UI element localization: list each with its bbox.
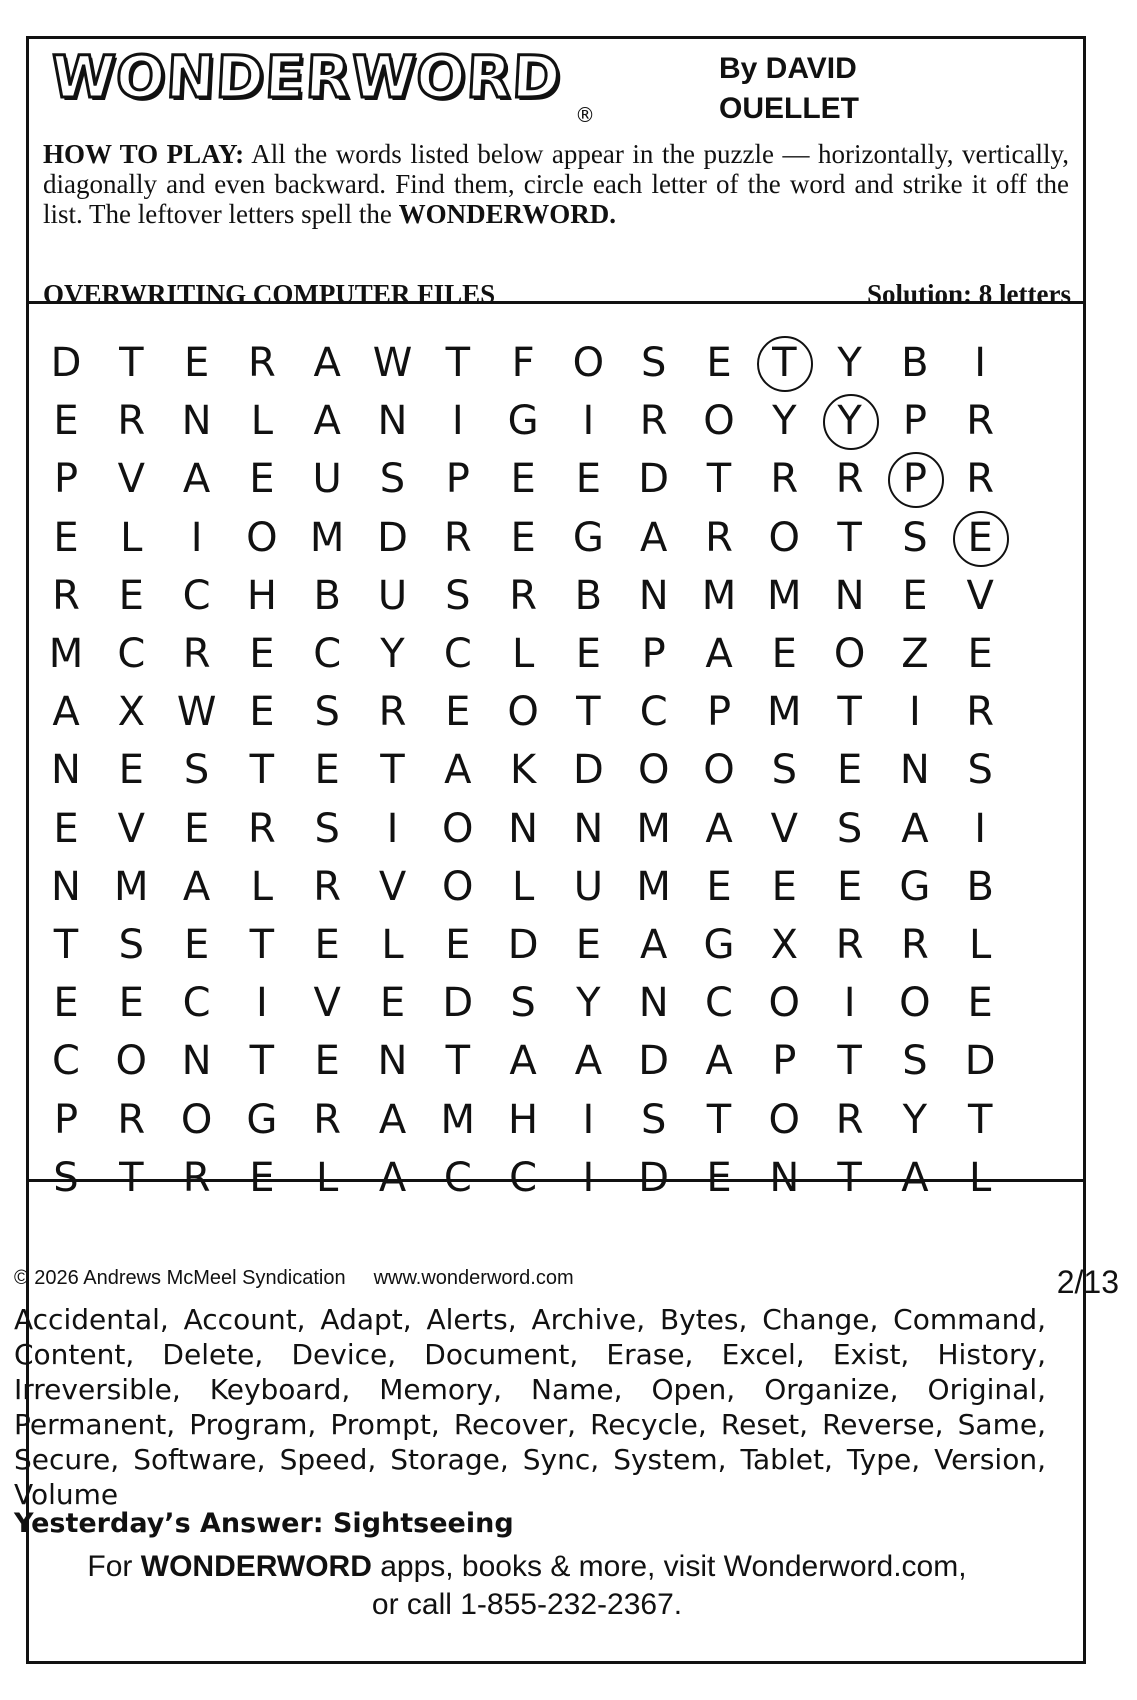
grid-cell[interactable]: S: [640, 340, 667, 386]
grid-cell[interactable]: C: [443, 631, 472, 677]
grid-cell[interactable]: E: [249, 631, 275, 677]
grid-cell[interactable]: E: [249, 1154, 275, 1201]
grid-cell[interactable]: I: [843, 980, 856, 1027]
grid-cell[interactable]: S: [967, 747, 993, 794]
grid-cell[interactable]: M: [701, 572, 737, 619]
grid-cell[interactable]: F: [511, 340, 535, 386]
grid-cell[interactable]: S: [445, 572, 471, 619]
grid-cell[interactable]: W: [372, 340, 413, 386]
grid-cell[interactable]: V: [378, 863, 407, 910]
grid-cell[interactable]: R: [443, 514, 472, 561]
grid-cell[interactable]: S: [902, 1038, 928, 1085]
grid-cell[interactable]: D: [50, 340, 82, 386]
copyright: © 2026 Andrews McMeel Syndication: [14, 1267, 346, 1289]
grid-cell[interactable]: A: [182, 456, 211, 503]
grid-cell[interactable]: P: [53, 456, 79, 503]
grid-cell[interactable]: O: [180, 1096, 213, 1143]
grid-cell[interactable]: T: [249, 1038, 275, 1085]
grid-cell[interactable]: L: [250, 398, 274, 445]
grid-cell[interactable]: E: [118, 747, 144, 794]
copyright-line: [14, 1267, 574, 1290]
grid-cell[interactable]: E: [947, 510, 1013, 566]
grid-cell[interactable]: Z: [901, 631, 929, 677]
grid-cell[interactable]: O: [572, 340, 605, 386]
grid-cell[interactable]: S: [379, 456, 406, 503]
how-to-play: [43, 139, 1069, 229]
promo-line-1-rest: apps, books & more, visit Wonderword.com,: [380, 1550, 967, 1583]
grid-cell[interactable]: T: [119, 340, 144, 386]
grid-cell[interactable]: L: [969, 922, 992, 968]
grid-cell[interactable]: E: [510, 456, 536, 503]
grid-cell[interactable]: S: [183, 747, 210, 794]
footer-divider: [29, 1179, 1083, 1182]
grid-cell[interactable]: C: [705, 980, 733, 1027]
grid-cell[interactable]: R: [705, 514, 733, 561]
grid-cell[interactable]: I: [386, 805, 399, 852]
grid-cell[interactable]: A: [378, 1096, 407, 1143]
grid-cell[interactable]: L: [969, 1154, 992, 1201]
grid-cell[interactable]: E: [53, 980, 79, 1027]
grid-cell[interactable]: S: [314, 805, 340, 852]
grid-cell[interactable]: S: [314, 689, 340, 736]
grid-cell[interactable]: B: [901, 340, 929, 386]
grid-cell[interactable]: N: [899, 747, 930, 794]
grid-cell[interactable]: O: [703, 398, 735, 445]
grid-cell[interactable]: P: [641, 631, 666, 677]
grid-cell[interactable]: I: [582, 398, 595, 445]
grid-cell[interactable]: I: [582, 1154, 595, 1201]
grid-cell[interactable]: R: [835, 1096, 864, 1143]
grid-cell[interactable]: C: [117, 631, 146, 677]
grid-cell[interactable]: R: [117, 398, 146, 445]
grid-cell[interactable]: P: [882, 451, 948, 507]
grid-cell[interactable]: T: [445, 340, 471, 386]
grid-cell[interactable]: A: [705, 805, 733, 852]
grid-cell[interactable]: A: [640, 922, 668, 968]
grid-cell[interactable]: Y: [902, 1096, 928, 1143]
grid-cell[interactable]: E: [314, 1038, 340, 1085]
grid-cell[interactable]: C: [52, 1038, 80, 1085]
grid-cell[interactable]: D: [442, 980, 474, 1027]
grid-cell[interactable]: A: [640, 514, 668, 561]
byline: [719, 49, 859, 129]
grid-cell[interactable]: G: [899, 863, 931, 910]
grid-cell[interactable]: N: [181, 398, 212, 445]
grid-cell[interactable]: E: [249, 689, 275, 736]
grid-cell[interactable]: R: [835, 922, 864, 968]
grid-cell[interactable]: P: [53, 1096, 79, 1143]
grid-cell[interactable]: T: [967, 1096, 993, 1143]
grid-cell[interactable]: T: [249, 922, 275, 968]
grid-cell[interactable]: E: [53, 398, 79, 445]
grid-cell[interactable]: E: [118, 980, 144, 1027]
grid-cell[interactable]: E: [314, 747, 340, 794]
grid-cell[interactable]: N: [834, 572, 865, 619]
grid-cell[interactable]: G: [246, 1096, 278, 1143]
grid-cell[interactable]: N: [51, 863, 81, 910]
grid-cell[interactable]: V: [966, 572, 994, 619]
grid-cell[interactable]: E: [706, 1154, 732, 1201]
wonderword-logo: WONDERWORD: [49, 43, 564, 111]
puzzle-date: 2/13: [1056, 1264, 1119, 1300]
grid-cell[interactable]: T: [837, 1038, 862, 1085]
grid-cell[interactable]: E: [967, 631, 993, 677]
promo-line-1: [0, 1548, 1054, 1586]
grid-cell[interactable]: D: [507, 922, 539, 968]
grid-cell[interactable]: V: [117, 805, 145, 852]
byline-line-1: By DAVID: [719, 52, 857, 85]
grid-cell[interactable]: B: [966, 863, 994, 910]
grid-cell[interactable]: N: [508, 805, 539, 852]
grid-cell[interactable]: R: [378, 689, 407, 736]
website-url[interactable]: www.wonderword.com: [373, 1267, 574, 1289]
grid-cell[interactable]: A: [378, 1154, 407, 1201]
grid-cell[interactable]: Y: [837, 340, 862, 386]
grid-cell[interactable]: R: [835, 456, 864, 503]
grid-cell[interactable]: M: [636, 863, 671, 910]
grid-cell[interactable]: T: [706, 456, 732, 503]
grid-cell[interactable]: O: [768, 514, 801, 561]
grid-cell[interactable]: T: [837, 1154, 862, 1201]
how-to-play-text: All the words listed below appear in the puzzle — horizontally, vertically, diagonally and even backward. Find them, circle each letter of the word and strike it off the list. The leftover letters spell the: [43, 139, 1069, 229]
puzzle-header: [29, 39, 1083, 329]
grid-cell[interactable]: R: [247, 340, 276, 386]
promo: [0, 1548, 1054, 1624]
grid-cell[interactable]: L: [316, 1154, 339, 1201]
grid-cell[interactable]: E: [379, 980, 406, 1027]
grid-cell[interactable]: A: [313, 398, 341, 445]
grid-cell[interactable]: O: [442, 805, 474, 852]
grid-cell[interactable]: O: [442, 863, 474, 910]
grid-cell[interactable]: E: [314, 922, 340, 968]
grid-cell[interactable]: O: [703, 747, 735, 794]
grid-cell[interactable]: O: [768, 980, 801, 1027]
grid-cell[interactable]: T: [380, 747, 405, 794]
grid-cell[interactable]: O: [637, 747, 670, 794]
grid-cell[interactable]: T: [751, 335, 817, 391]
grid-cell[interactable]: V: [313, 980, 341, 1027]
grid-cell[interactable]: Y: [380, 631, 405, 677]
grid-cell[interactable]: S: [118, 922, 144, 968]
grid-cell[interactable]: O: [899, 980, 931, 1027]
grid-cell[interactable]: R: [247, 805, 276, 852]
grid-cell[interactable]: O: [768, 1096, 801, 1143]
grid-cell[interactable]: S: [640, 1096, 667, 1143]
grid-cell[interactable]: A: [182, 863, 211, 910]
grid-cell[interactable]: E: [183, 922, 210, 968]
grid-cell[interactable]: E: [771, 631, 797, 677]
grid-cell[interactable]: E: [836, 747, 863, 794]
grid-cell[interactable]: L: [511, 863, 535, 910]
grid-cell[interactable]: X: [770, 922, 798, 968]
grid-cell[interactable]: P: [902, 398, 927, 445]
grid-cell[interactable]: P: [706, 689, 732, 736]
grid-cell[interactable]: M: [48, 631, 84, 677]
grid-cell[interactable]: A: [574, 1038, 603, 1085]
grid-cell[interactable]: A: [705, 631, 733, 677]
grid-cell[interactable]: R: [509, 572, 537, 619]
grid-cell[interactable]: O: [115, 1038, 148, 1085]
grid-cell[interactable]: A: [705, 1038, 733, 1085]
grid-cell[interactable]: A: [444, 747, 472, 794]
grid-cell[interactable]: R: [966, 398, 995, 445]
grid-cell[interactable]: O: [246, 514, 278, 561]
grid-cell[interactable]: L: [120, 514, 143, 561]
header-divider: [29, 301, 1083, 304]
grid-cell[interactable]: E: [53, 514, 79, 561]
grid-cell[interactable]: Y: [576, 980, 601, 1027]
grid-cell[interactable]: E: [183, 340, 210, 386]
grid-cell[interactable]: T: [837, 689, 862, 736]
grid-cell[interactable]: I: [451, 398, 464, 445]
grid-cell[interactable]: A: [52, 689, 80, 736]
grid-cell[interactable]: S: [510, 980, 536, 1027]
grid-cell[interactable]: E: [575, 631, 602, 677]
grid-cell[interactable]: E: [706, 863, 732, 910]
grid-cell[interactable]: S: [53, 1154, 79, 1201]
promo-line-2: or call 1-855-232-2367.: [371, 1588, 683, 1621]
grid-cell[interactable]: E: [575, 456, 602, 503]
grid-cell[interactable]: V: [117, 456, 145, 503]
grid-cell[interactable]: G: [703, 922, 735, 968]
grid-cell[interactable]: T: [249, 747, 275, 794]
grid-cell[interactable]: G: [507, 398, 539, 445]
letter-grid[interactable]: [39, 339, 1073, 1259]
solution-length: Solution: 8 letters: [867, 279, 1071, 309]
grid-cell[interactable]: T: [119, 1154, 144, 1201]
grid-cell[interactable]: T: [576, 689, 601, 736]
grid-cell[interactable]: V: [770, 805, 798, 852]
grid-cell[interactable]: E: [249, 456, 275, 503]
yesterdays-answer: Yesterday’s Answer: Sightseeing: [14, 1508, 514, 1539]
grid-cell[interactable]: N: [377, 1038, 408, 1085]
grid-cell[interactable]: A: [313, 340, 341, 386]
grid-cell[interactable]: I: [974, 340, 987, 386]
grid-cell[interactable]: E: [183, 805, 210, 852]
grid-cell[interactable]: N: [377, 398, 408, 445]
grid-cell[interactable]: D: [572, 747, 604, 794]
grid-cell[interactable]: R: [900, 922, 929, 968]
grid-cell[interactable]: U: [377, 572, 408, 619]
word-list: Accidental, Account, Adapt, Alerts, Archive, Bytes, Change, Command, Content, Delete, Device, Document, Erase, Excel, Exist, History, Irreversible, Keyboard, Memory, Name, Open, Organize, Original, Permanent, Program, Prompt, Recover, Recycle, Reset, Reverse, Same, Secure, Software, Speed, Storage, Sync, System, Tablet, Type, Version, Volume: [14, 1303, 1046, 1511]
grid-cell[interactable]: B: [574, 572, 603, 619]
grid-cell[interactable]: M: [767, 572, 802, 619]
grid-cell[interactable]: U: [573, 863, 604, 910]
how-to-play-label: HOW TO PLAY:: [43, 139, 245, 169]
grid-cell[interactable]: C: [182, 980, 211, 1027]
grid-cell[interactable]: N: [181, 1038, 212, 1085]
grid-cell[interactable]: M: [309, 514, 345, 561]
grid-cell[interactable]: U: [312, 456, 342, 503]
grid-cell[interactable]: E: [445, 689, 471, 736]
grid-cell[interactable]: A: [901, 1154, 929, 1201]
grid-cell[interactable]: M: [636, 805, 671, 852]
grid-cell[interactable]: E: [118, 572, 144, 619]
grid-cell[interactable]: X: [117, 689, 145, 736]
grid-cell[interactable]: M: [440, 1096, 476, 1143]
grid-cell[interactable]: C: [639, 689, 668, 736]
grid-cell[interactable]: D: [377, 514, 408, 561]
grid-cell[interactable]: H: [508, 1096, 539, 1143]
grid-cell[interactable]: D: [638, 1038, 670, 1085]
grid-cell[interactable]: M: [114, 863, 149, 910]
grid-cell[interactable]: R: [182, 631, 211, 677]
grid-cell[interactable]: H: [246, 572, 277, 619]
grid-cell[interactable]: T: [706, 1096, 732, 1143]
grid-cell[interactable]: D: [638, 1154, 670, 1201]
grid-cell[interactable]: I: [255, 980, 268, 1027]
grid-cell[interactable]: L: [250, 863, 274, 910]
grid-cell[interactable]: P: [772, 1038, 797, 1085]
grid-cell[interactable]: E: [575, 922, 602, 968]
grid-cell[interactable]: S: [836, 805, 863, 852]
grid-cell[interactable]: R: [639, 398, 668, 445]
grid-cell[interactable]: S: [902, 514, 928, 561]
grid-cell[interactable]: N: [638, 980, 669, 1027]
grid-cell[interactable]: T: [445, 1038, 471, 1085]
grid-cell[interactable]: E: [967, 980, 993, 1027]
grid-cell[interactable]: I: [908, 689, 921, 736]
grid-cell[interactable]: B: [313, 572, 341, 619]
grid-cell[interactable]: A: [509, 1038, 537, 1085]
grid-cell[interactable]: D: [964, 1038, 996, 1085]
grid-cell[interactable]: C: [509, 1154, 538, 1201]
grid-cell[interactable]: O: [833, 631, 866, 677]
grid-cell[interactable]: R: [117, 1096, 146, 1143]
grid-cell[interactable]: T: [837, 514, 862, 561]
grid-cell[interactable]: N: [638, 572, 669, 619]
grid-cell[interactable]: Y: [817, 393, 883, 449]
grid-cell[interactable]: R: [182, 1154, 211, 1201]
grid-cell[interactable]: L: [511, 631, 535, 677]
grid-cell[interactable]: Y: [772, 398, 797, 445]
grid-cell[interactable]: E: [510, 514, 536, 561]
grid-cell[interactable]: R: [966, 689, 995, 736]
grid-cell[interactable]: I: [190, 514, 203, 561]
grid-cell[interactable]: R: [52, 572, 80, 619]
grid-cell[interactable]: C: [313, 631, 342, 677]
grid-cell[interactable]: R: [313, 1096, 342, 1143]
grid-cell[interactable]: I: [582, 1096, 595, 1143]
grid-cell[interactable]: G: [572, 514, 604, 561]
grid-cell[interactable]: M: [767, 689, 802, 736]
grid-cell[interactable]: W: [176, 689, 217, 736]
grid-cell[interactable]: C: [182, 572, 211, 619]
grid-cell[interactable]: N: [573, 805, 604, 852]
grid-cell[interactable]: R: [770, 456, 799, 503]
puzzle-theme: OVERWRITING COMPUTER FILES: [43, 279, 496, 309]
grid-cell[interactable]: D: [638, 456, 670, 503]
grid-cell[interactable]: S: [771, 747, 797, 794]
grid-cell[interactable]: R: [966, 456, 995, 503]
grid-cell[interactable]: L: [381, 922, 404, 968]
promo-brand: WONDERWORD: [140, 1550, 372, 1583]
grid-cell[interactable]: R: [313, 863, 342, 910]
grid-cell[interactable]: A: [901, 805, 929, 852]
grid-cell[interactable]: T: [53, 922, 79, 968]
how-to-play-end: WONDERWORD.: [398, 199, 616, 229]
grid-cell[interactable]: C: [443, 1154, 472, 1201]
byline-line-2: OUELLET: [719, 92, 859, 125]
grid-cell[interactable]: K: [509, 747, 537, 794]
registered-mark: ®: [575, 103, 595, 127]
promo-prefix: For: [87, 1550, 133, 1583]
grid-cell[interactable]: O: [507, 689, 539, 736]
grid-cell[interactable]: P: [445, 456, 470, 503]
grid-cell[interactable]: E: [771, 863, 797, 910]
grid-cell[interactable]: E: [445, 922, 471, 968]
grid-cell[interactable]: E: [706, 340, 732, 386]
grid-cell[interactable]: N: [51, 747, 81, 794]
grid-cell[interactable]: E: [902, 572, 928, 619]
grid-cell[interactable]: I: [974, 805, 987, 852]
grid-cell[interactable]: E: [836, 863, 863, 910]
grid-cell[interactable]: N: [769, 1154, 800, 1201]
grid-cell[interactable]: E: [53, 805, 79, 852]
